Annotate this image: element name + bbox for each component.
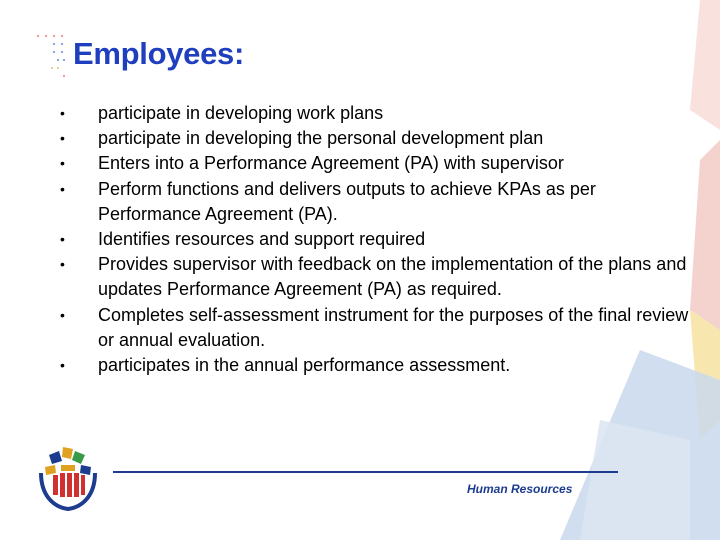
- bullet-marker: •: [60, 256, 65, 273]
- list-item: [55, 227, 695, 252]
- bullet-marker: •: [60, 306, 65, 323]
- bullet-marker: •: [60, 105, 65, 121]
- list-item: [55, 151, 695, 176]
- bullet-list: [55, 101, 695, 378]
- bullet-marker: •: [60, 130, 65, 147]
- list-item: [55, 303, 695, 353]
- list-item-text: participate in developing work plans: [98, 103, 384, 123]
- list-item-text: Completes self-assessment instrument for the purposes of the final review or annual evaluation.: [98, 304, 689, 350]
- list-item-text: participates in the annual performance assessment.: [98, 355, 511, 376]
- bullet-marker: •: [60, 155, 65, 172]
- list-item: [55, 252, 695, 302]
- bullet-marker: •: [60, 180, 65, 197]
- bullet-marker: •: [60, 231, 65, 248]
- list-item: [55, 126, 695, 151]
- list-item: [55, 353, 695, 378]
- list-item-text: Identifies resources and support required: [98, 229, 426, 250]
- list-item-text: Perform functions and delivers outputs to achieve KPAs as per Performance Agreement (PA).: [98, 178, 596, 224]
- page-title: Employees:: [73, 36, 245, 71]
- list-item: [55, 177, 695, 227]
- list-item: [55, 101, 695, 126]
- emblem-logo-icon: [35, 443, 101, 513]
- bullet-marker: •: [60, 357, 65, 374]
- list-item-text: Enters into a Performance Agreement (PA) with supervisor: [98, 153, 564, 174]
- footer-label: Human Resources: [467, 482, 573, 496]
- decorative-dots-icon: [30, 30, 70, 80]
- footer-divider: [113, 471, 618, 473]
- list-item-text: Provides supervisor with feedback on the implementation of the plans and updates Performance Agreement (PA) as required.: [98, 254, 687, 300]
- list-item-text: participate in developing the personal development plan: [98, 128, 544, 149]
